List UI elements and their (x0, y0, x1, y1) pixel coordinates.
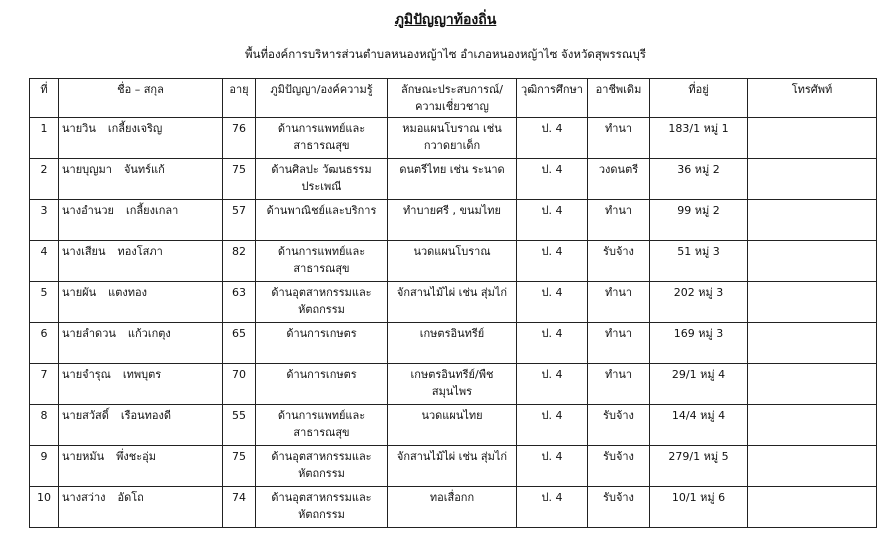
cell-expertise: จักสานไม้ไผ่ เช่น สุ่มไก่ (388, 446, 517, 487)
table-row (30, 241, 877, 282)
cell-education: ป. 4 (517, 446, 588, 487)
table-row (30, 446, 877, 487)
cell-occupation: รับจ้าง (588, 487, 650, 528)
cell-name (59, 446, 223, 487)
cell-age: 63 (223, 282, 256, 323)
cell-no: 10 (30, 487, 59, 528)
cell-phone (748, 323, 877, 364)
header-name: ชื่อ – สกุล (59, 79, 223, 118)
cell-education: ป. 4 (517, 241, 588, 282)
cell-occupation: ทำนา (588, 282, 650, 323)
last-name: เกลี้ยงเจริญ (107, 122, 163, 135)
cell-name (59, 241, 223, 282)
header-expertise: ลักษณะประสบการณ์/ความเชี่ยวชาญ (388, 79, 517, 118)
cell-address: 14/4 หมู่ 4 (650, 405, 748, 446)
last-name: จันทร์แก้ (123, 163, 165, 176)
cell-wisdom: ด้านการแพทย์และสาธารณสุข (256, 241, 388, 282)
table-row (30, 200, 877, 241)
last-name: แตงทอง (108, 286, 147, 299)
cell-name (59, 159, 223, 200)
cell-name (59, 364, 223, 405)
table-header-row (30, 79, 877, 118)
cell-phone (748, 241, 877, 282)
cell-name (59, 405, 223, 446)
cell-no: 2 (30, 159, 59, 200)
cell-wisdom: ด้านอุตสาหกรรมและหัตถกรรม (256, 446, 388, 487)
cell-age: 75 (223, 446, 256, 487)
table-body (30, 118, 877, 528)
cell-education: ป. 4 (517, 323, 588, 364)
page-title: ภูมิปัญญาท้องถิ่น (394, 12, 497, 28)
cell-wisdom: ด้านอุตสาหกรรมและหัตถกรรม (256, 282, 388, 323)
header-education: วุฒิการศึกษา (517, 79, 588, 118)
header-occupation: อาชีพเดิม (588, 79, 650, 118)
cell-address: 279/1 หมู่ 5 (650, 446, 748, 487)
cell-education: ป. 4 (517, 282, 588, 323)
cell-name (59, 323, 223, 364)
cell-education: ป. 4 (517, 159, 588, 200)
first-name: นายจำรุณ (62, 368, 111, 381)
cell-phone (748, 118, 877, 159)
cell-name (59, 118, 223, 159)
header-address: ที่อยู่ (650, 79, 748, 118)
table-row (30, 405, 877, 446)
cell-education: ป. 4 (517, 200, 588, 241)
first-name: นายลำดวน (62, 327, 116, 340)
cell-age: 55 (223, 405, 256, 446)
first-name: นายวิน (62, 122, 96, 135)
header-age: อายุ (223, 79, 256, 118)
cell-no: 4 (30, 241, 59, 282)
cell-occupation: รับจ้าง (588, 241, 650, 282)
cell-phone (748, 159, 877, 200)
cell-age: 57 (223, 200, 256, 241)
first-name: นางสว่าง (62, 491, 106, 504)
first-name: นางเสียน (62, 245, 106, 258)
cell-expertise: ดนตรีไทย เช่น ระนาด (388, 159, 517, 200)
table-row (30, 364, 877, 405)
cell-expertise: นวดแผนไทย (388, 405, 517, 446)
cell-expertise: เกษตรอินทรีย์ (388, 323, 517, 364)
cell-expertise: จักสานไม้ไผ่ เช่น สุ่มไก่ (388, 282, 517, 323)
cell-occupation: ทำนา (588, 118, 650, 159)
cell-wisdom: ด้านอุตสาหกรรมและหัตถกรรม (256, 487, 388, 528)
cell-phone (748, 446, 877, 487)
cell-education: ป. 4 (517, 364, 588, 405)
last-name: ทองโสภา (117, 245, 163, 258)
header-no: ที่ (30, 79, 59, 118)
cell-no: 9 (30, 446, 59, 487)
cell-no: 1 (30, 118, 59, 159)
last-name: เกลี้ยงเกลา (126, 204, 179, 217)
cell-education: ป. 4 (517, 487, 588, 528)
cell-occupation: ทำนา (588, 364, 650, 405)
cell-address: 202 หมู่ 3 (650, 282, 748, 323)
first-name: นายหมัน (62, 450, 105, 463)
cell-wisdom: ด้านการแพทย์และสาธารณสุข (256, 405, 388, 446)
cell-no: 8 (30, 405, 59, 446)
cell-phone (748, 405, 877, 446)
cell-name (59, 487, 223, 528)
cell-occupation: รับจ้าง (588, 405, 650, 446)
cell-expertise: นวดแผนโบราณ (388, 241, 517, 282)
cell-wisdom: ด้านการเกษตร (256, 364, 388, 405)
cell-occupation: ทำนา (588, 200, 650, 241)
cell-phone (748, 487, 877, 528)
page-subtitle: พื้นที่องค์การบริหารส่วนตำบลหนองหญ้าไซ อำเภอหนองหญ้าไซ จังหวัดสุพรรณบุรี (245, 47, 646, 61)
cell-address: 169 หมู่ 3 (650, 323, 748, 364)
cell-address: 29/1 หมู่ 4 (650, 364, 748, 405)
cell-occupation: รับจ้าง (588, 446, 650, 487)
cell-name (59, 282, 223, 323)
table-row (30, 159, 877, 200)
cell-no: 3 (30, 200, 59, 241)
cell-age: 82 (223, 241, 256, 282)
last-name: เรือนทองดี (120, 409, 172, 422)
cell-name (59, 200, 223, 241)
last-name: แก้วเกตุง (127, 327, 171, 340)
cell-phone (748, 200, 877, 241)
table-row (30, 118, 877, 159)
last-name: อัดโถ (117, 491, 144, 504)
cell-address: 36 หมู่ 2 (650, 159, 748, 200)
cell-no: 6 (30, 323, 59, 364)
cell-no: 5 (30, 282, 59, 323)
cell-address: 183/1 หมู่ 1 (650, 118, 748, 159)
cell-wisdom: ด้านการแพทย์และสาธารณสุข (256, 118, 388, 159)
cell-phone (748, 364, 877, 405)
cell-expertise: เกษตรอินทรีย์/พืชสมุนไพร (388, 364, 517, 405)
cell-wisdom: ด้านการเกษตร (256, 323, 388, 364)
table-row (30, 323, 877, 364)
cell-age: 75 (223, 159, 256, 200)
cell-expertise: ทอเสื่อกก (388, 487, 517, 528)
cell-education: ป. 4 (517, 405, 588, 446)
wisdom-table (29, 78, 877, 528)
cell-expertise: ทำบายศรี , ขนมไทย (388, 200, 517, 241)
cell-address: 10/1 หมู่ 6 (650, 487, 748, 528)
header-phone: โทรศัพท์ (748, 79, 877, 118)
cell-age: 65 (223, 323, 256, 364)
first-name: นายสวัสดิ์ (62, 409, 109, 422)
cell-wisdom: ด้านพาณิชย์และบริการ (256, 200, 388, 241)
first-name: นายผัน (62, 286, 97, 299)
table-row (30, 487, 877, 528)
last-name: เทพบุตร (122, 368, 162, 381)
first-name: นางอำนวย (62, 204, 114, 217)
cell-expertise: หมอแผนโบราณ เช่น กวาดยาเด็ก (388, 118, 517, 159)
cell-address: 51 หมู่ 3 (650, 241, 748, 282)
table-row (30, 282, 877, 323)
header-wisdom: ภูมิปัญญา/องค์ความรู้ (256, 79, 388, 118)
cell-phone (748, 282, 877, 323)
cell-age: 76 (223, 118, 256, 159)
cell-occupation: ทำนา (588, 323, 650, 364)
last-name: พึ่งชะอุ่ม (116, 450, 157, 463)
cell-education: ป. 4 (517, 118, 588, 159)
cell-address: 99 หมู่ 2 (650, 200, 748, 241)
cell-wisdom: ด้านศิลปะ วัฒนธรรมประเพณี (256, 159, 388, 200)
first-name: นายบุญมา (62, 163, 112, 176)
cell-age: 74 (223, 487, 256, 528)
cell-age: 70 (223, 364, 256, 405)
cell-occupation: วงดนตรี (588, 159, 650, 200)
cell-no: 7 (30, 364, 59, 405)
